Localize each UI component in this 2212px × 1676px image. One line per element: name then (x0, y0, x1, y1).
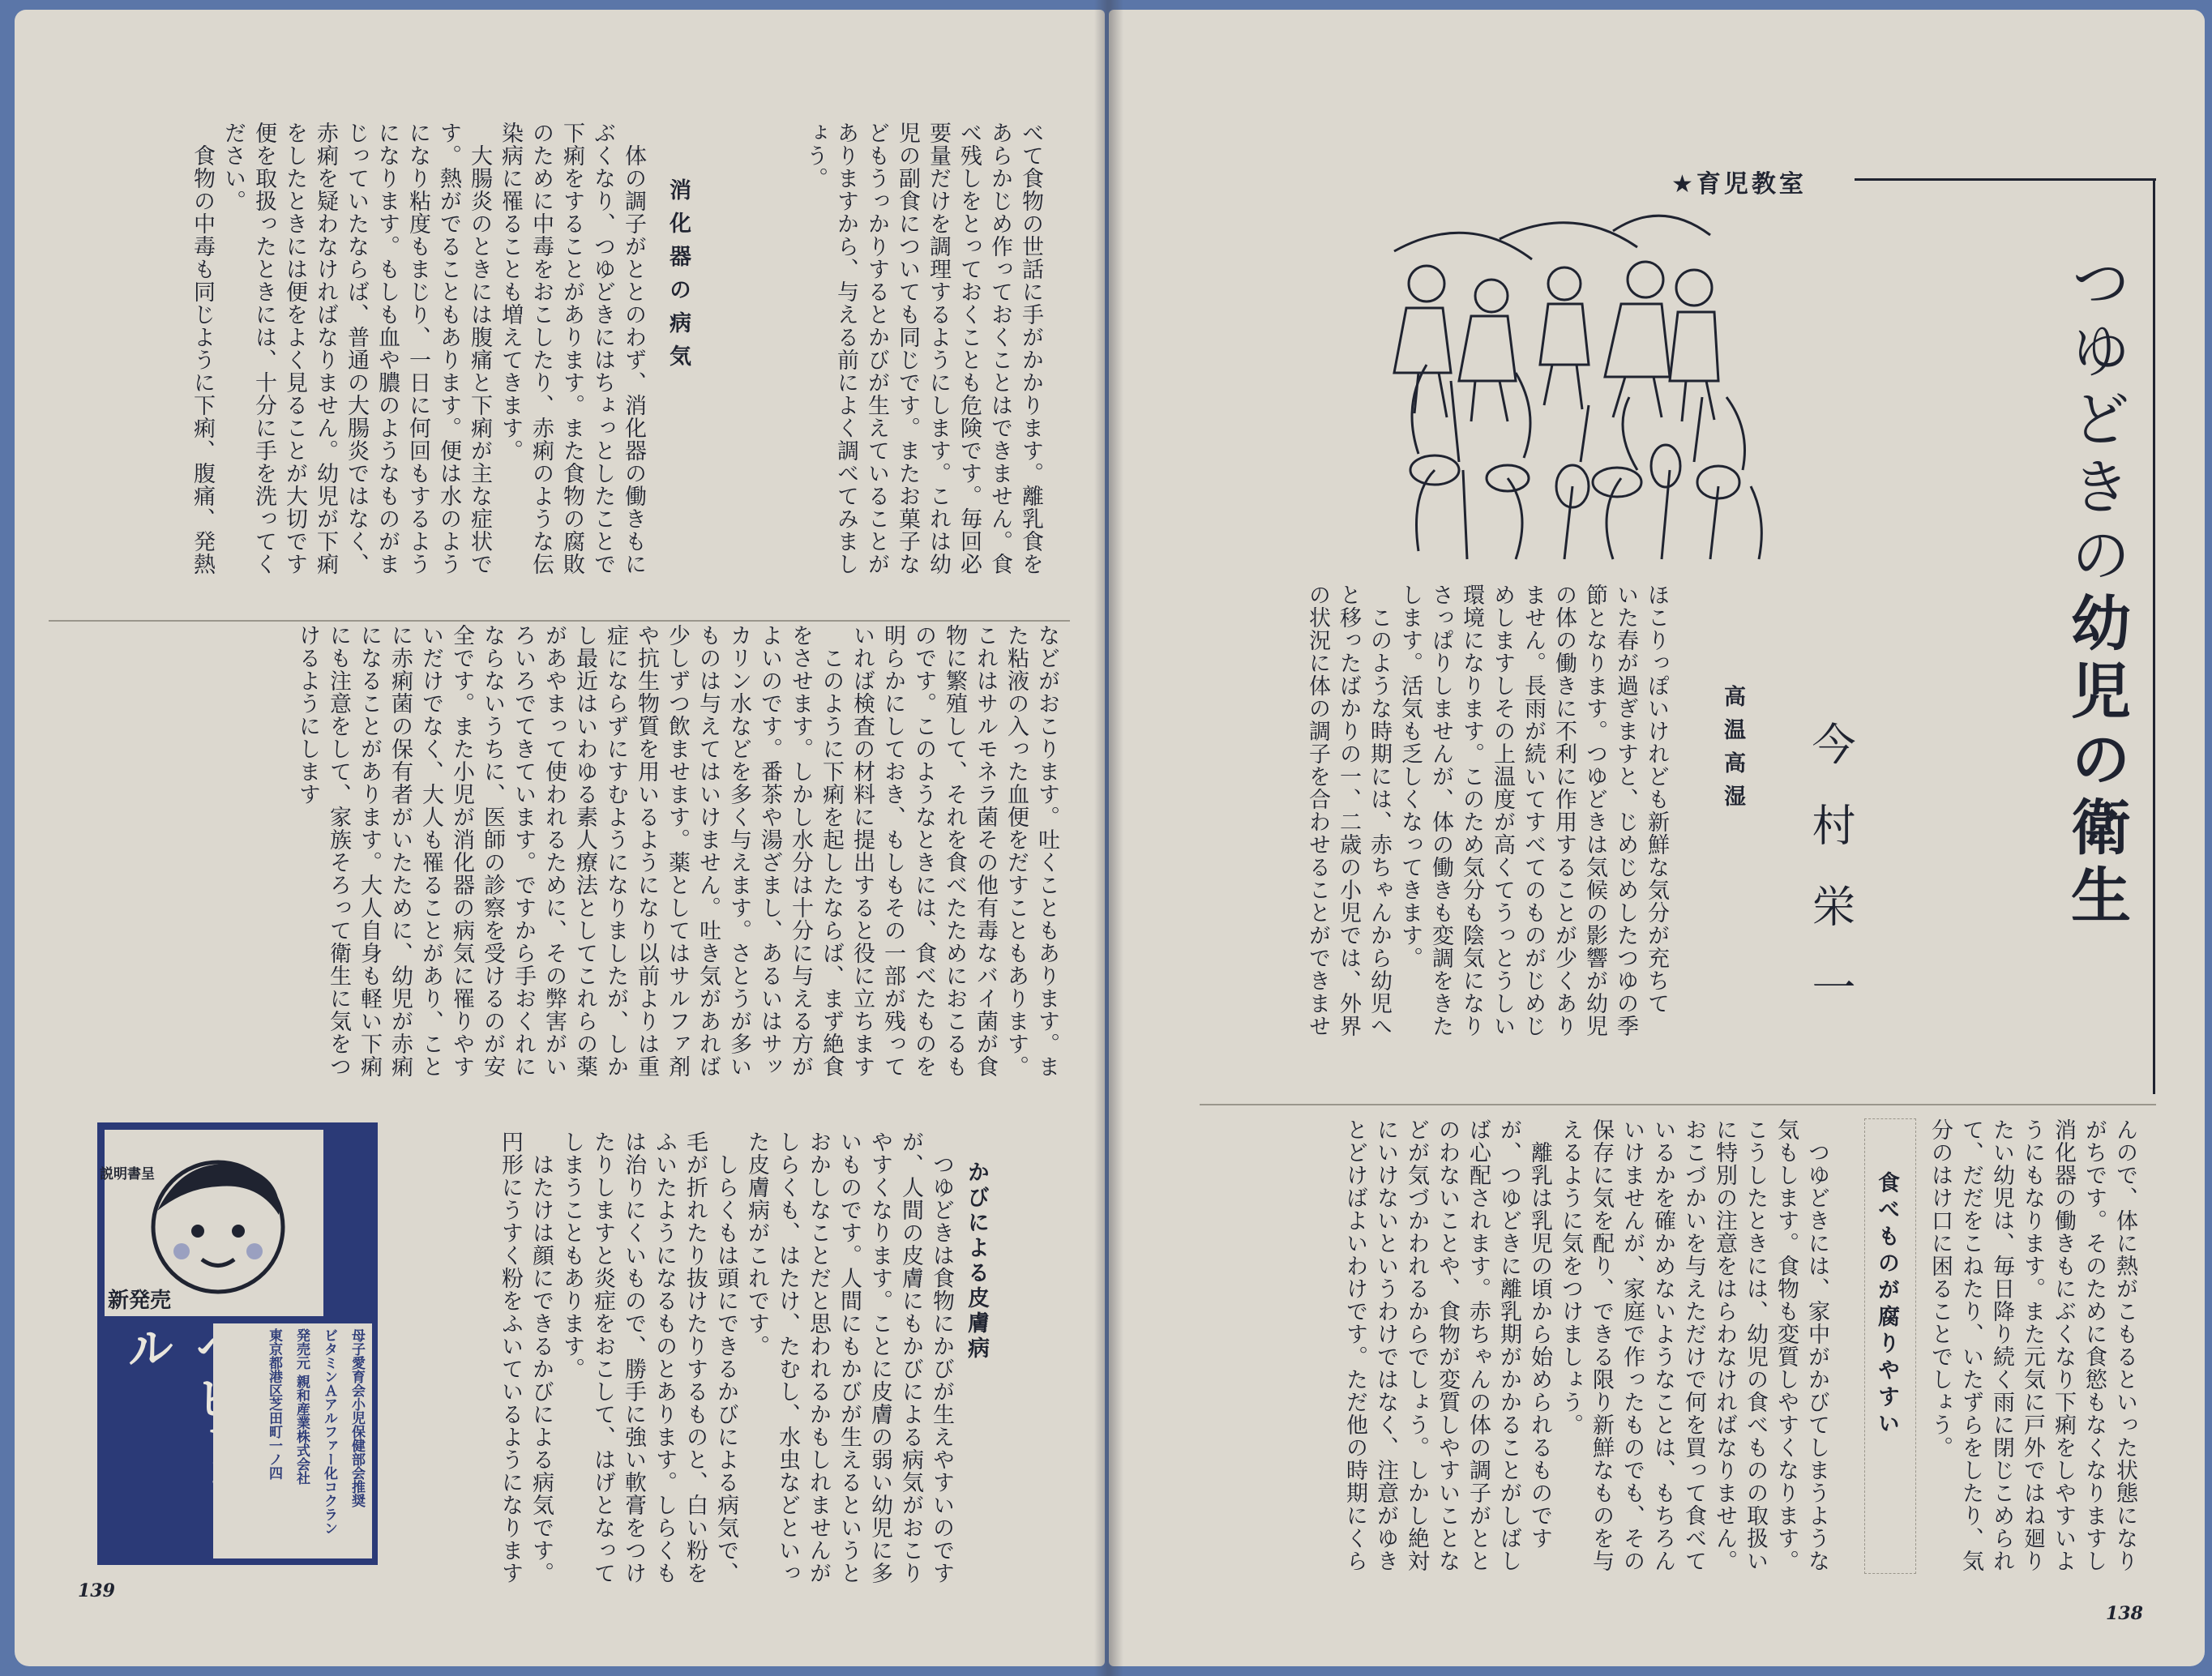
ad-seller: 発売元 親和産業株式会社 (293, 1328, 310, 1485)
left-section4-text: 体の調子がととのわず、消化器の働きもに ぶくなり、つゆどきにはちょっとしたことで 下痢をすることがあります。また食物の腐敗 のために中毒をおこしたり、赤痢のような伝 染病に罹ることも増えてきます。 大腸炎のときには腹痛と下痢が主な症状で す。熱がでることもあります。便は水のよう になり粘度もまじり、一日に何回もするよう になります。もしも血や膿のようなものがま じっていたならば、普通の大腸炎ではなく、 赤痢を疑わなければなりません。幼児が下痢 をしたときには便をよく見ることが大切です 便を取扱ったときには、十分に手を洗ってく ださい。 食物の中毒も同じように下痢、腹痛、発熱 (190, 122, 646, 575)
title-rule-vertical (2153, 178, 2155, 1094)
heading-food-spoils: 食べものが腐りやすい (1874, 1171, 1899, 1439)
heading-fungal-skin-disease: かびによる皮膚病 (964, 1161, 989, 1362)
right-section3-text: つゆどきには、家中がかびてしまうような 気もします。食物も変質しやすくなります。 こうしたときには、幼児の食べものの取扱い に特別の注意をはらわなければなりません。 おこづかいを与えただけで何を買って食べて いるかを確かめないようなことは、もちろん いけませんが、家庭で作ったものでも、その 保存に気を配り、できる限り新鮮なものを与 えるように気をつけましょう。 離乳は乳児の頃から始められるものです が、つゆどきに離乳期がかかることがしばし ば心配されます。赤ちゃんの体の調子がとと のわないことや、食物が変質しやすいことな どが気づかわれるからでしょう。しかし絶対 にいけないというわけではなく、注意がゆき とどけばよいわけです。ただ他の時期にくら (1342, 1118, 1829, 1572)
ad-info-panel (213, 1323, 372, 1558)
left-col1-text: べて食物の世話に手がかかります。離乳食を あらかじめ作っておくことはできません。食 べ残しをとっておくことも危険です。毎回必 要量だけを調理するようにします。これは幼 児の副食についても同じです。またお菓子な どもうっかりするとかびが生えていることが ありますから、与える前によく調べてみまし ょう。 (802, 122, 1043, 575)
right-section1-text: ほこりっぽいけれども新鮮な気分が充ちて いた春が過ぎますと、じめじめしたつゆの季 節となります。つゆどきは気候の影響が幼児 の体の働きに不利に作用することが少くあり ません。長雨が続いてすべてのものがじめじ めしますしその上温度が高くてうっとうしい 環境になります。このため気分も陰気になり さっぱりしませんが、体の働きも変調をきた します。活気も乏しくなってきます。 このような時期には、赤ちゃんから幼児へ と移ったばかりの一、二歳の小児では、外界 の状況に体の調子を合わせることができませ (1305, 584, 1669, 1037)
heading-high-humidity: 高温高湿 (1720, 685, 1745, 818)
ad-product-name: ル (119, 1323, 174, 1374)
ad-endorsement: 母子愛育会小児保健部会推奨 (349, 1328, 365, 1507)
baby-face-icon (137, 1138, 299, 1300)
left-col2-text: などがおこります。吐くこともあります。ま た粘液の入った血便をだすこともあります。 これはサルモネラ菌その他有毒なバイ菌が食 物に繁殖して、それを食べたためにおこるも のです。このようなときには、食べたものを 明らかにしておき、もしもその一部が残って いれば検査の材料に提出すると役に立ちます このように下痢を起したならば、まず絶食 をさせます。しかし水分は十分に与える方が よいのです。番茶や湯ざまし、あるいはサッ カリン水などを多く与えます。さとうが多い ものは与えてはいけません。吐き気があれば 少しずつ飲ませます。薬としてはサルファ剤 や抗生物質を用いるようになり以前よりは重 症にならずにすむようになりましたが、しか し最近はいわゆる素人療法としてこれらの薬 があやまって使われるために、その弊害がい ろいろでてきています。ですから手おくれに ならないうちに、医師の診察を受けるのが安 全です。また小児が消化器の病気に罹りやす いだけでなく、大人も罹ることがあり、こと に赤痢菌の保有者がいたために、幼児が赤痢 になることがあります。大人自身も軽い下痢 にも注意をして、家族そろって衛生に気をつ けるようにします (295, 624, 1059, 1078)
ad-illustration-panel (100, 1130, 323, 1316)
series-label: ★育児教室 (1671, 170, 1807, 199)
left-section-divider (49, 620, 1070, 622)
title-pre: つゆどきの (2061, 251, 2131, 592)
heading-digestive-disease: 消化器の病気 (665, 178, 691, 378)
right-section-divider (1200, 1104, 2156, 1105)
book-gutter (1094, 0, 1123, 1676)
page-number-left: 139 (78, 1580, 115, 1601)
article-title (2053, 251, 2139, 932)
ad-address: 東京都港区芝田町一ノ四 (266, 1328, 282, 1480)
bebitoru-advertisement (97, 1122, 378, 1565)
ad-small-label: 説明書呈 (100, 1166, 155, 1182)
title-bold: 幼児の衛生 (2061, 592, 2131, 932)
left-section5-text: つゆどきは食物にかびが生えやすいのです が、人間の皮膚にもかびによる病気がおこり やすくなります。ことに皮膚の弱い幼児に多 いものです。人間にもかびが生えるというと おかしなことだと思われるかもしれませんが しらくも、はたけ、たむし、水虫などといっ た皮膚病がこれです。 しらくもは頭にできるかびによる病気で、 毛が折れたり抜けたりするものと、白い粉を ふいたようになるものとあります。しらくも は治りにくいもので、勝手に強い軟膏をつけ たりしますと炎症をおこして、はげとなって しまうこともあります。 はたけは顔にできるかびによる病気です。 円形にうすく粉をふいているようになります (498, 1131, 954, 1584)
title-rule (1855, 178, 2156, 181)
ad-ingredients: ビタミンＡアルファー化コクラン (321, 1328, 337, 1535)
page-number-right: 138 (2106, 1603, 2143, 1624)
author-name: 今村栄一 (1805, 721, 1856, 1045)
right-section2-text: んので、体に熱がこもるといった状態になり がちです。そのために食慾もなくなりますし 消化器の働きもにぶくなり下痢をしやすいよ うにもなります。また元気に戸外ではね廻り たい幼児は、毎日降り続く雨に閉じこめられ て、だだをこねたり、いたずらをしたり、気 分のはけ口に困ることでしょう。 (1927, 1118, 2137, 1572)
ad-new-label: 新発売 (108, 1289, 172, 1313)
rain-children-illustration (1370, 203, 1791, 592)
